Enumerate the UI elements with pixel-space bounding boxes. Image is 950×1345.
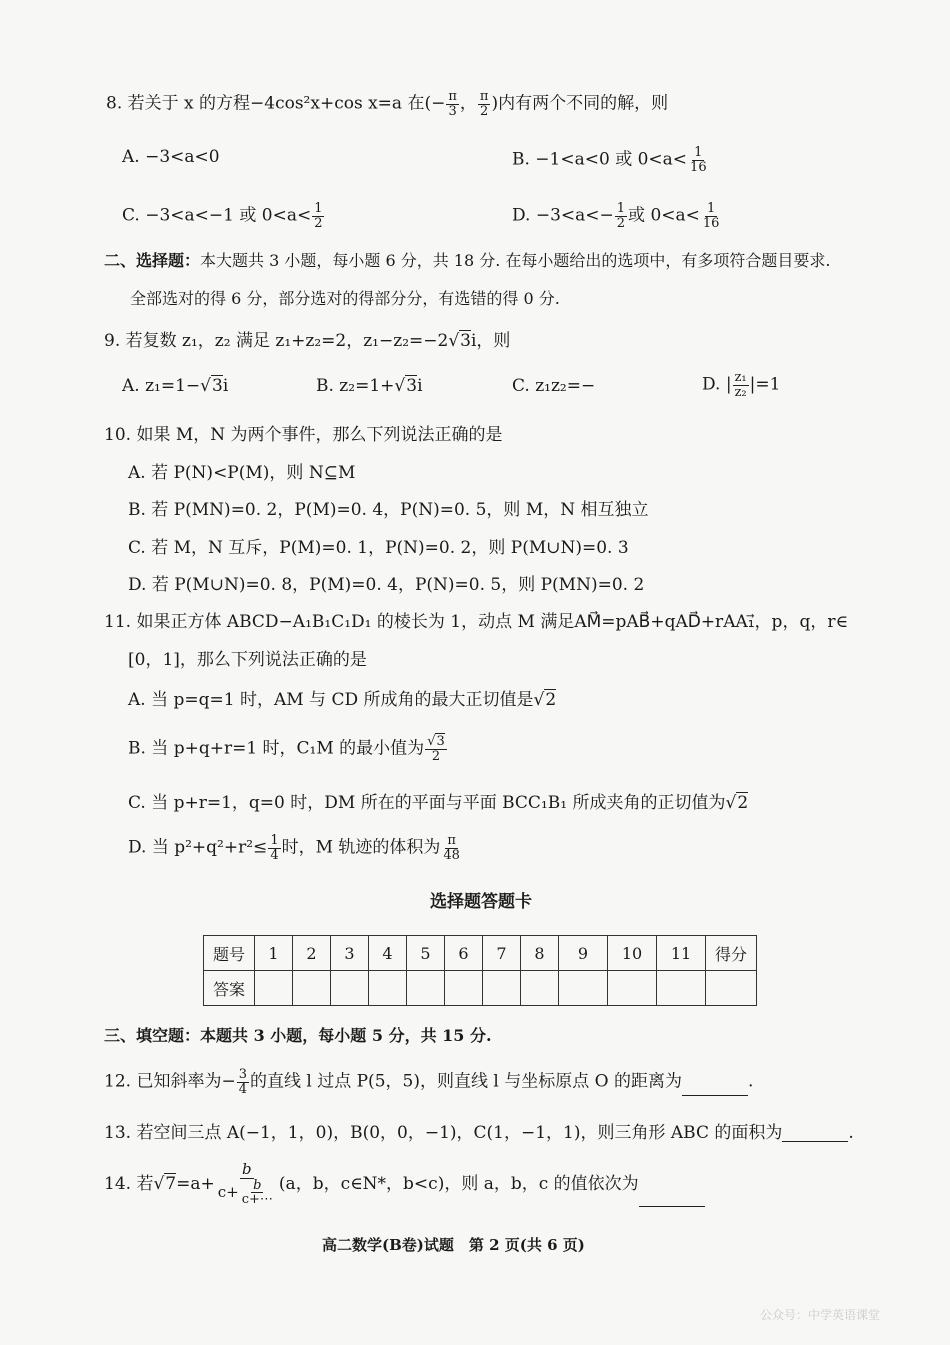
answer-cell[interactable]	[657, 971, 706, 1006]
answer-cell[interactable]	[331, 971, 369, 1006]
answer-cell[interactable]	[445, 971, 483, 1006]
answer-cell[interactable]	[369, 971, 407, 1006]
header-cell: 7	[483, 936, 521, 971]
answer-cell[interactable]	[407, 971, 445, 1006]
answer-cell[interactable]	[559, 971, 608, 1006]
header-cell: 得分	[706, 936, 757, 971]
header-cell: 1	[255, 936, 293, 971]
header-cell: 5	[407, 936, 445, 971]
score-cell[interactable]	[706, 971, 757, 1006]
q9-option-c: C. z₁z₂=−	[512, 376, 596, 396]
page-footer: 高二数学(B卷)试题 第 2 页(共 6 页)	[322, 1236, 585, 1254]
q10-stem: 10. 如果 M，N 为两个事件，那么下列说法正确的是	[104, 425, 503, 445]
header-cell: 6	[445, 936, 483, 971]
q12: 12. 已知斜率为− $\frac{3}{4}$ 的直线 l 过点 P(5，5)，则直线 l 与坐标原点 O 的距离为 .	[104, 1067, 754, 1097]
q11-option-b: B. 当 p+q+r=1 时，C₁M 的最小值为 $\frac{√3}{2}$	[128, 734, 445, 764]
q8-option-a: A. −3<a<0	[122, 147, 220, 167]
q10-option-d: D. 若 P(M∪N)=0. 8，P(M)=0. 4，P(N)=0. 5，则 P(MN)=0. 2	[128, 575, 645, 595]
header-cell: 2	[293, 936, 331, 971]
q11-stem-line2: [0，1]，那么下列说法正确的是	[128, 650, 367, 670]
answer-card-answer-row	[204, 971, 757, 1006]
answer-cell[interactable]	[521, 971, 559, 1006]
q13-answer-blank[interactable]	[782, 1127, 848, 1142]
header-cell: 3	[331, 936, 369, 971]
q10-option-c: C. 若 M，N 互斥，P(M)=0. 1，P(N)=0. 2，则 P(M∪N)=0. 3	[128, 538, 629, 558]
q9-option-b: B. z₂=1+√3i	[316, 376, 423, 396]
q10-option-b: B. 若 P(MN)=0. 2，P(M)=0. 4，P(N)=0. 5，则 M，N 相互独立	[128, 500, 649, 520]
answer-cell[interactable]	[255, 971, 293, 1006]
q14: 14. 若√7=a+ b c+ $\frac{b}{c+\cdots}$ (a，b，c∈N*，b<c)，则 a，b，c 的值依次为	[104, 1162, 705, 1207]
answer-card-title: 选择题答题卡	[430, 892, 532, 912]
header-cell: 题号	[204, 936, 255, 971]
q12-answer-blank[interactable]	[682, 1081, 748, 1096]
q11-option-c: C. 当 p+r=1，q=0 时，DM 所在的平面与平面 BCC₁B₁ 所成夹角的正切值为√2	[128, 793, 749, 813]
watermark: 公众号：中学英语课堂	[760, 1308, 881, 1322]
q11-option-d: D. 当 p²+q²+r²≤ $\frac{1}{4}$ 时，M 轨迹的体积为 $\frac{\pi}{48}$	[128, 833, 460, 863]
q14-answer-blank[interactable]	[639, 1192, 705, 1207]
q8-option-c: C. −3<a<−1 或 0<a< $\frac{1}{2}$	[122, 201, 323, 231]
q9-stem: 9. 若复数 z₁，z₂ 满足 z₁+z₂=2，z₁−z₂=−2√3i，则	[104, 331, 511, 351]
q8-option-b: B. −1<a<0 或 0<a< $\frac{1}{16}$	[512, 145, 707, 175]
section2-note: 全部选对的得 6 分，部分选对的得部分分，有选错的得 0 分.	[130, 289, 560, 308]
q9-option-d: D. | $\frac{\text{z₁}}{\text{z₂}}$ |=1	[702, 370, 781, 400]
q13: 13. 若空间三点 A(−1，1，0)，B(0，0，−1)，C(1，−1，1)，则三角形 ABC 的面积为 .	[104, 1123, 854, 1143]
answer-cell[interactable]	[483, 971, 521, 1006]
answer-cell[interactable]	[293, 971, 331, 1006]
q9-option-a: A. z₁=1−√3i	[122, 376, 229, 396]
q11-option-a: A. 当 p=q=1 时，AM 与 CD 所成角的最大正切值是√2	[128, 690, 557, 710]
answer-card-table	[203, 935, 757, 1006]
answer-cell[interactable]	[608, 971, 657, 1006]
q10-option-a: A. 若 P(N)<P(M)，则 N⊆M	[128, 463, 356, 483]
section3-header: 三、填空题：本题共 3 小题，每小题 5 分，共 15 分.	[104, 1026, 492, 1045]
header-cell: 10	[608, 936, 657, 971]
answer-card-header-row	[204, 936, 757, 971]
header-cell: 11	[657, 936, 706, 971]
q8-option-d: D. −3<a<− $\frac{1}{2}$ 或 0<a< $\frac{1}{16}$	[512, 201, 720, 231]
q11-stem-line1: 11. 如果正方体 ABCD−A₁B₁C₁D₁ 的棱长为 1，动点 M 满足AM⃗=pAB⃗+qAD⃗+rAA₁⃗，p，q，r∈	[104, 612, 849, 632]
header-cell: 8	[521, 936, 559, 971]
answer-row-label: 答案	[204, 971, 255, 1006]
q8-stem: 8. 若关于 x 的方程−4cos²x+cos x=a 在(− $\frac{\pi}{3}$ ， $\frac{\pi}{2}$ )内有两个不同的解，则	[106, 89, 669, 119]
section2-header: 二、选择题：本大题共 3 小题，每小题 6 分，共 18 分. 在每小题给出的选项中，有多项符合题目要求.	[104, 251, 831, 270]
header-cell: 4	[369, 936, 407, 971]
header-cell: 9	[559, 936, 608, 971]
